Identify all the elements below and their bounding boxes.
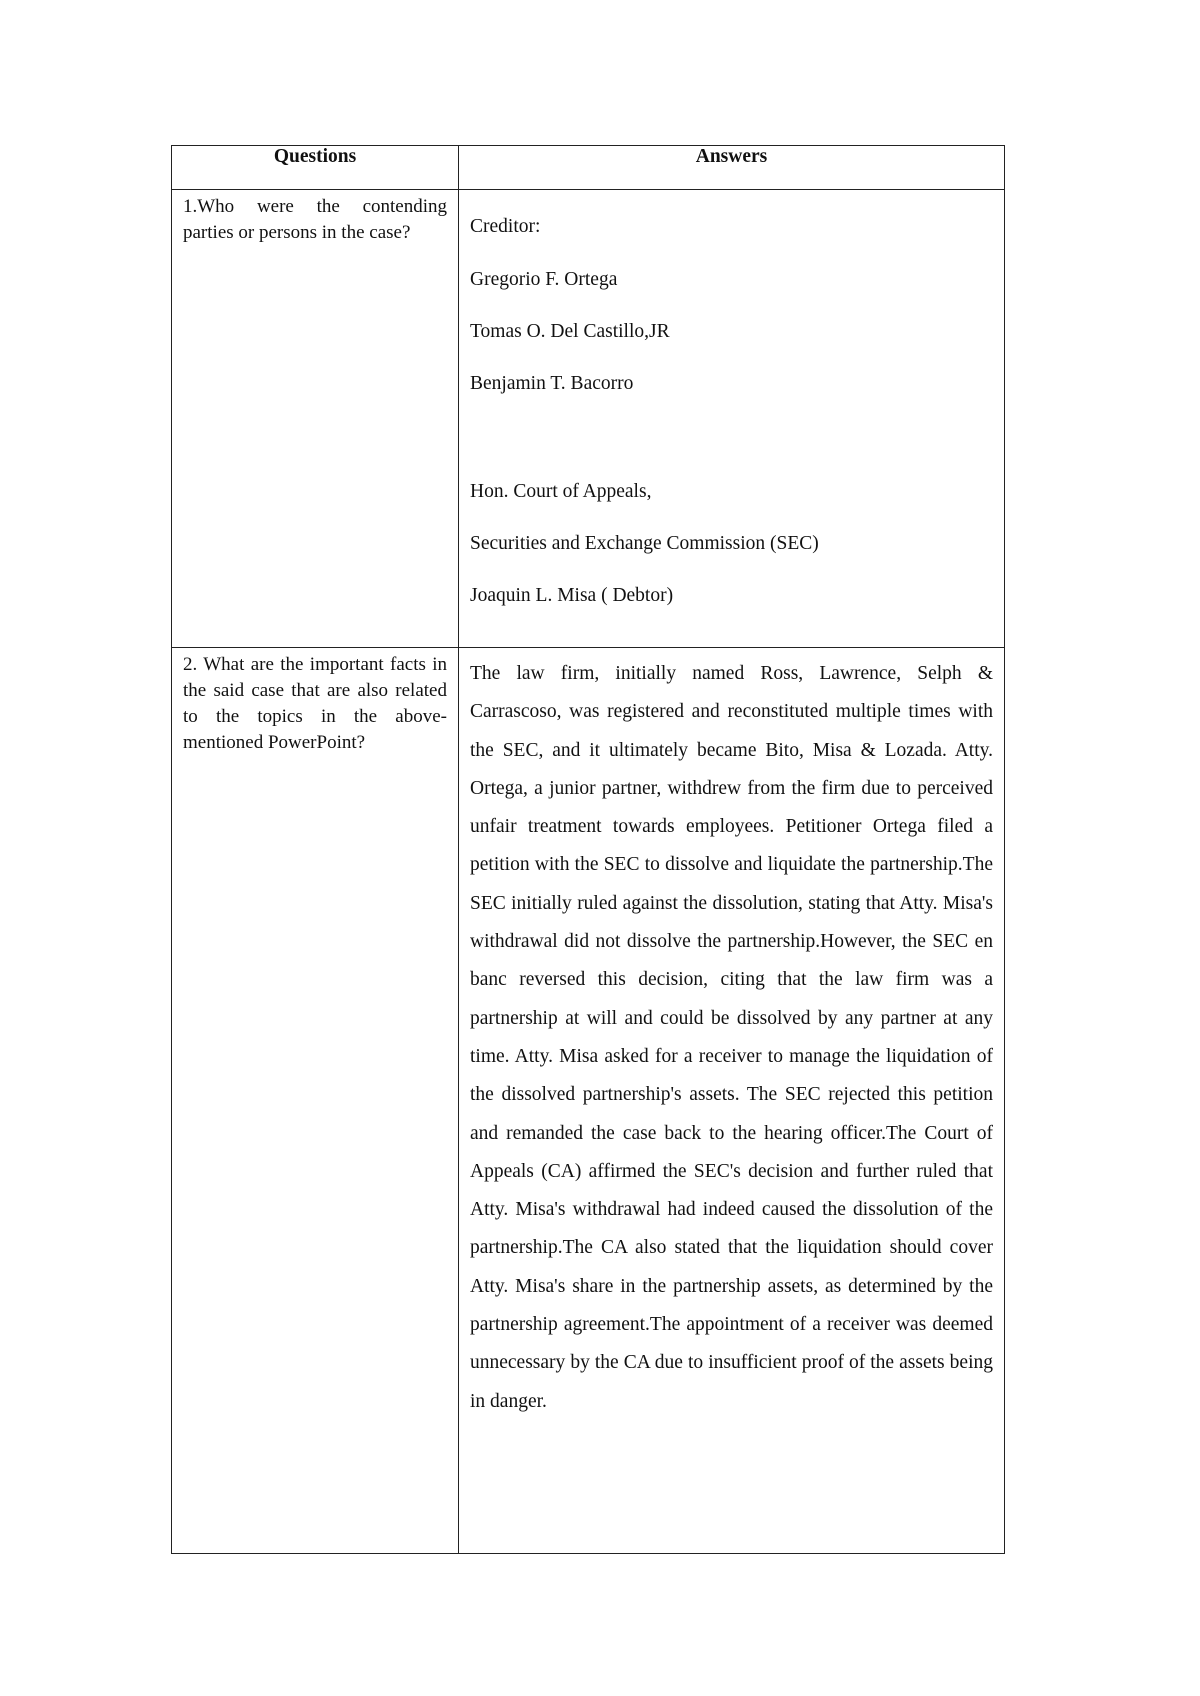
question-cell	[172, 648, 459, 1554]
answer-parties	[459, 190, 1004, 627]
table-row	[172, 648, 1005, 1554]
answer-facts: The law firm, initially named Ross, Lawrence, Selph & Carrascoso, was registered and reconstituted multiple times with the SEC, and it ultimately became Bito, Misa & Lozada. Atty. Ortega, a junior partner, withdrew from the firm due to perceived unfair treatment towards employees. Petitioner Ortega filed a petition with the SEC to dissolve and liquidate the partnership.The SEC initially ruled against the dissolution, stating that Atty. Misa's withdrawal did not dissolve the partnership.However, the SEC en banc reversed this decision, citing that the law firm was a partnership at will and could be dissolved by any partner at any time. Atty. Misa asked for a receiver to manage the liquidation of the dissolved partnership's assets. The SEC rejected this petition and remanded the case back to the hearing officer.The Court of Appeals (CA) affirmed the SEC's decision and further ruled that Atty. Misa's withdrawal had indeed caused the dissolution of the partnership.The CA also stated that the liquidation should cover Atty. Misa's share in the partnership assets, as determined by the partnership agreement.The appointment of a receiver was deemed unnecessary by the CA due to insufficient proof of the assets being in danger.	[470, 663, 993, 1412]
question-text-1: 1.Who were the contending parties or persons in the case?	[183, 196, 447, 243]
question-cell	[172, 190, 459, 648]
table-header-row	[172, 146, 1005, 190]
answer-line: Gregorio F. Ortega	[470, 269, 618, 290]
table-row	[172, 190, 1005, 648]
answer-line: Hon. Court of Appeals,	[470, 481, 652, 502]
qa-table	[171, 145, 1005, 1554]
answer-cell	[459, 648, 1005, 1554]
answer-line: Benjamin T. Bacorro	[470, 373, 634, 394]
questions-header: Questions	[172, 146, 459, 190]
answers-header: Answers	[459, 146, 1005, 190]
question-text-2: 2. What are the important facts in the said case that are also related to the topics in the above-mentioned PowerPoint?	[183, 654, 447, 753]
answer-line: Joaquin L. Misa ( Debtor)	[470, 585, 674, 606]
answer-line: Tomas O. Del Castillo,JR	[470, 321, 670, 342]
answer-cell	[459, 190, 1005, 648]
answer-line: Securities and Exchange Commission (SEC)	[470, 533, 819, 554]
answer-line: Creditor:	[470, 216, 541, 237]
